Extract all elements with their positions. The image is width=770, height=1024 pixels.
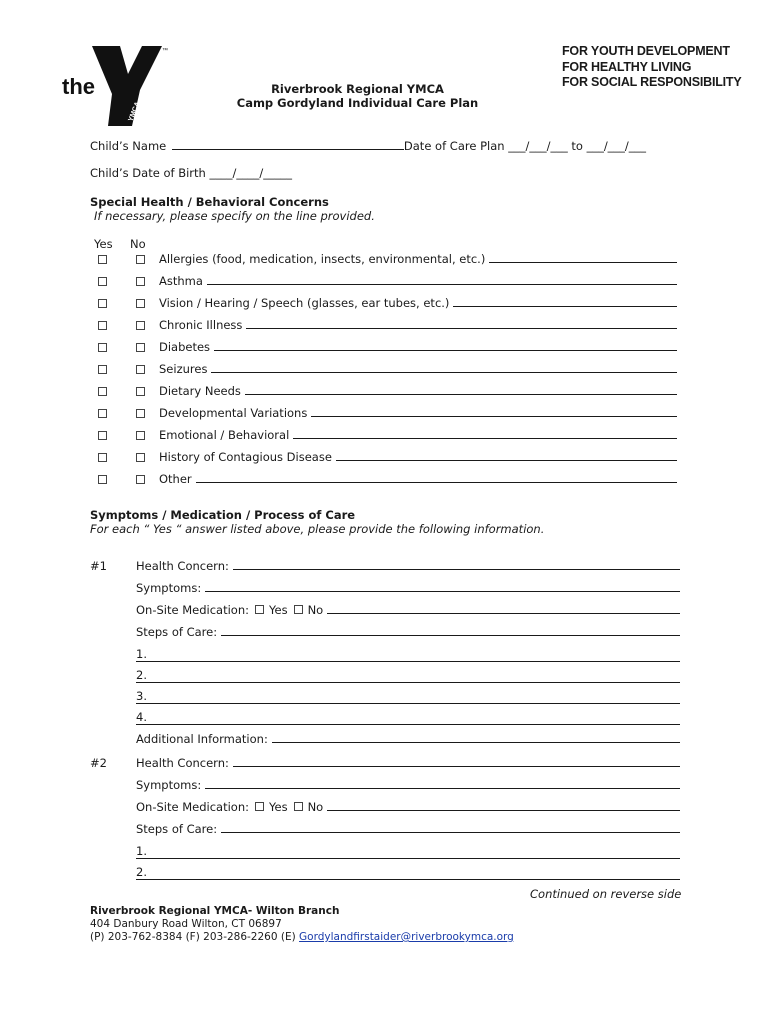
concern-label: Developmental Variations [159, 406, 308, 420]
ymca-logo [62, 44, 174, 126]
concern-no-checkbox[interactable] [136, 321, 145, 330]
concern-yes-checkbox[interactable] [98, 387, 107, 396]
concern-label: Allergies (food, medication, insects, environmental, etc.) [159, 252, 486, 266]
continued-note: Continued on reverse side [530, 887, 682, 901]
concern-label: History of Contagious Disease [159, 450, 332, 464]
concern-yes-checkbox[interactable] [98, 475, 107, 484]
to-label: to [571, 139, 583, 153]
concern-label: Diabetes [159, 340, 211, 354]
concern-label: Other [159, 472, 192, 486]
concern-detail-field[interactable] [211, 372, 677, 373]
care-plan-end-date-field[interactable]: ___/___/___ [586, 139, 647, 153]
concern-label: Chronic Illness [159, 318, 243, 332]
ymca-logo-icon [62, 44, 174, 126]
care-step-field[interactable]: 2. [136, 865, 680, 880]
yes-column-header: Yes [94, 237, 113, 251]
footer-branch: Riverbrook Regional YMCA- Wilton Branch [90, 905, 340, 917]
child-name-field[interactable] [172, 138, 404, 150]
tagline [562, 44, 742, 91]
health-concern-field[interactable] [233, 569, 680, 570]
concern-yes-checkbox[interactable] [98, 453, 107, 462]
concern-item [159, 428, 677, 442]
concern-item [159, 274, 677, 288]
concern-item [159, 450, 677, 464]
svg-text:YMCA: YMCA [127, 100, 142, 123]
form-title: Camp Gordyland Individual Care Plan [236, 96, 479, 110]
concern-no-checkbox[interactable] [136, 255, 145, 264]
concern-detail-field[interactable] [214, 350, 677, 351]
concern-item [159, 362, 677, 376]
date-of-care-plan-label: Date of Care Plan [403, 139, 505, 153]
health-concern-label: Health Concern: [136, 559, 229, 573]
concern-no-checkbox[interactable] [136, 365, 145, 374]
concern-no-checkbox[interactable] [136, 453, 145, 462]
concern-no-checkbox[interactable] [136, 409, 145, 418]
concern-no-checkbox[interactable] [136, 277, 145, 286]
symptoms-label: Symptoms: [136, 581, 202, 595]
health-concern [136, 559, 680, 573]
onsite-medication-label: On-Site Medication: [136, 800, 249, 814]
symptoms-field[interactable] [205, 788, 680, 789]
concern-item [159, 252, 677, 266]
medication-yes-checkbox[interactable] [255, 603, 288, 617]
concern-detail-field[interactable] [207, 284, 677, 285]
concern-no-checkbox[interactable] [136, 431, 145, 440]
medication-yes-checkbox-label: Yes [269, 800, 288, 814]
concern-no-checkbox[interactable] [136, 475, 145, 484]
medication-yes-checkbox-box[interactable] [255, 605, 264, 614]
care-step-field[interactable]: 3. [136, 689, 680, 704]
footer-email-link[interactable]: Gordylandfirstaider@riverbrookymca.org [299, 931, 514, 943]
onsite-medication-field[interactable] [327, 613, 680, 614]
health-concern-label: Health Concern: [136, 756, 229, 770]
concern-yes-checkbox[interactable] [98, 255, 107, 264]
dob-row [90, 166, 292, 180]
concern-yes-checkbox[interactable] [98, 299, 107, 308]
concern-detail-field[interactable] [311, 416, 677, 417]
onsite-medication-label: On-Site Medication: [136, 603, 249, 617]
concern-detail-field[interactable] [246, 328, 677, 329]
concern-item [159, 318, 677, 332]
footer-address: 404 Danbury Road Wilton, CT 06897 [90, 918, 282, 930]
steps-of-care [136, 625, 680, 639]
medication-yes-checkbox-label: Yes [269, 603, 288, 617]
medication-no-checkbox-box[interactable] [294, 605, 303, 614]
medication-no-checkbox-label: No [307, 603, 324, 617]
symptoms [136, 581, 680, 595]
concern-detail-field[interactable] [336, 460, 677, 461]
concern-label: Seizures [159, 362, 208, 376]
steps-of-care [136, 822, 680, 836]
steps-of-care-label: Steps of Care: [136, 625, 218, 639]
entry-number: #2 [90, 756, 107, 770]
svg-text:™: ™ [162, 48, 168, 54]
onsite-medication [136, 603, 680, 617]
medication-no-checkbox[interactable] [294, 800, 324, 814]
concern-yes-checkbox[interactable] [98, 277, 107, 286]
concern-detail-field[interactable] [453, 306, 677, 307]
tagline-line: FOR YOUTH DEVELOPMENT [562, 44, 730, 58]
concern-yes-checkbox[interactable] [98, 365, 107, 374]
section-note-concerns: If necessary, please specify on the line provided. [94, 209, 375, 223]
child-name-row [90, 138, 646, 153]
onsite-medication [136, 800, 680, 814]
concern-detail-field[interactable] [293, 438, 677, 439]
concern-detail-field[interactable] [489, 262, 677, 263]
health-concern-field[interactable] [233, 766, 680, 767]
care-step-field[interactable]: 1. [136, 647, 680, 662]
entry-number: #1 [90, 559, 107, 573]
concern-yes-checkbox[interactable] [98, 409, 107, 418]
care-plan-start-date-field[interactable]: ___/___/___ [508, 139, 568, 153]
concern-label: Dietary Needs [159, 384, 241, 398]
tagline-line: FOR SOCIAL RESPONSIBILITY [562, 75, 742, 89]
steps-of-care-field[interactable] [221, 832, 680, 833]
symptoms-label: Symptoms: [136, 778, 202, 792]
dob-label: Child’s Date of Birth [90, 166, 206, 180]
concern-detail-field[interactable] [245, 394, 677, 395]
footer-contact: (P) 203-762-8384 (F) 203-286-2260 (E) Gordylandfirstaider@riverbrookymca.org [90, 931, 514, 943]
additional-info-label: Additional Information: [136, 732, 268, 746]
steps-of-care-field[interactable] [221, 635, 680, 636]
org-title: Riverbrook Regional YMCA [271, 82, 444, 96]
concern-no-checkbox[interactable] [136, 299, 145, 308]
concern-no-checkbox[interactable] [136, 387, 145, 396]
concern-item [159, 296, 677, 310]
onsite-medication-field[interactable] [327, 810, 680, 811]
care-step-field[interactable]: 4. [136, 710, 680, 725]
additional-info [136, 732, 680, 746]
medication-yes-checkbox-box[interactable] [255, 802, 264, 811]
additional-info-field[interactable] [272, 742, 680, 743]
symptoms-field[interactable] [205, 591, 680, 592]
care-step-field[interactable]: 2. [136, 668, 680, 683]
concern-item [159, 472, 677, 486]
tagline-line: FOR HEALTHY LIVING [562, 59, 692, 74]
concern-item [159, 340, 677, 354]
concern-label: Vision / Hearing / Speech (glasses, ear tubes, etc.) [159, 296, 450, 310]
concern-yes-checkbox[interactable] [98, 431, 107, 440]
care-step-field[interactable]: 1. [136, 844, 680, 859]
steps-of-care-label: Steps of Care: [136, 822, 218, 836]
medication-yes-checkbox[interactable] [255, 800, 288, 814]
concern-yes-checkbox[interactable] [98, 321, 107, 330]
section-heading-care: Symptoms / Medication / Process of Care [90, 508, 356, 522]
child-name-label: Child’s Name [90, 139, 167, 153]
concern-yes-checkbox[interactable] [98, 343, 107, 352]
concern-item [159, 406, 677, 420]
no-column-header: No [130, 237, 146, 251]
logo-the-text: the [62, 74, 95, 99]
concern-detail-field[interactable] [196, 482, 677, 483]
medication-no-checkbox-label: No [307, 800, 324, 814]
section-heading-concerns: Special Health / Behavioral Concerns [90, 195, 329, 209]
concern-label: Emotional / Behavioral [159, 428, 290, 442]
concern-label: Asthma [159, 274, 203, 288]
medication-no-checkbox[interactable] [294, 603, 324, 617]
medication-no-checkbox-box[interactable] [294, 802, 303, 811]
section-note-care: For each “ Yes “ answer listed above, please provide the following information. [90, 522, 545, 536]
symptoms [136, 778, 680, 792]
health-concern [136, 756, 680, 770]
dob-field[interactable]: ____/____/_____ [209, 166, 292, 180]
concern-item [159, 384, 677, 398]
concern-no-checkbox[interactable] [136, 343, 145, 352]
